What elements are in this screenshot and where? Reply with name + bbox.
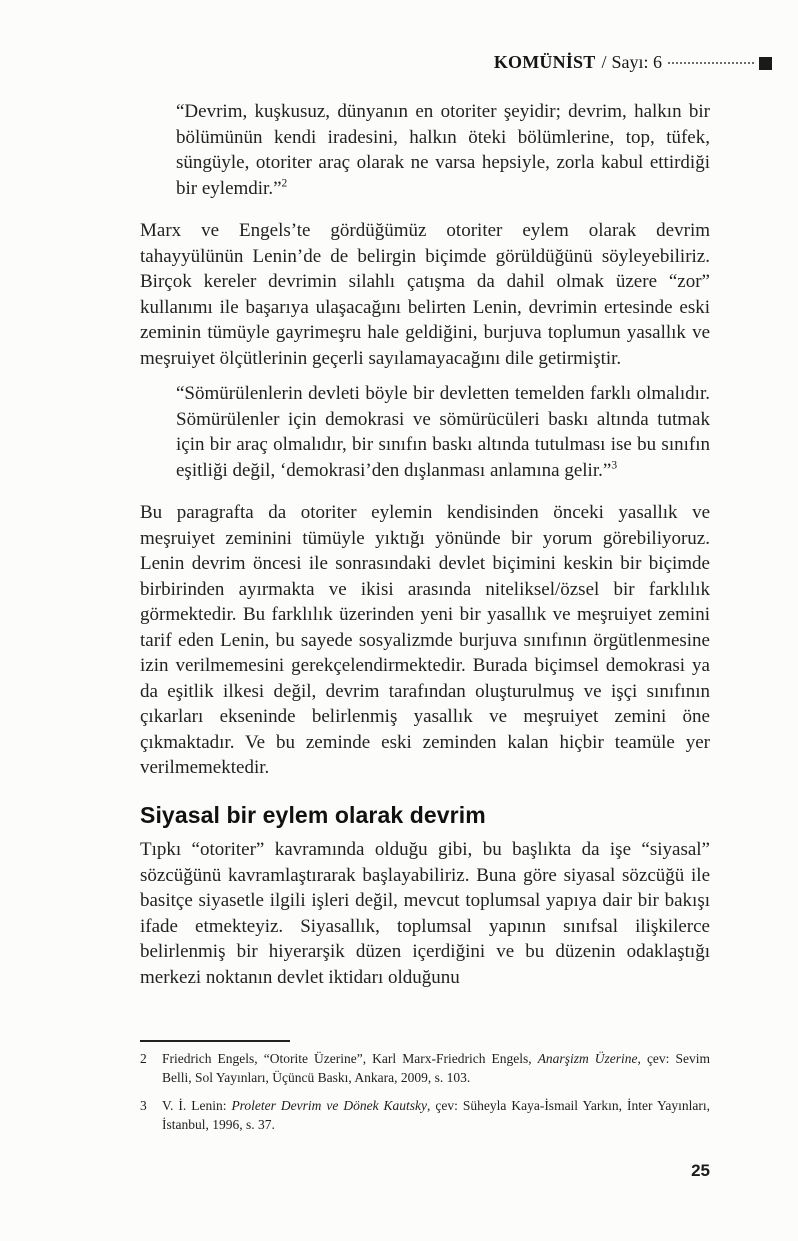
- blockquote-lenin: [176, 381, 710, 483]
- issue-label: Sayı: 6: [611, 52, 662, 72]
- footnote-separator-rule: [140, 1040, 290, 1042]
- footnote-3-seg-1: V. İ. Lenin:: [162, 1098, 232, 1113]
- section-heading: Siyasal bir eylem olarak devrim: [140, 801, 486, 828]
- footnote-2-seg-1: Friedrich Engels, “Otorite Üzerine”, Karl Marx-Friedrich Engels,: [162, 1051, 538, 1066]
- blockquote-engels: [176, 99, 710, 201]
- footnote-3-seg-3: , çev: Süheyla Kaya-İsmail Yarkın, İnter Yayınları, İstanbul, 1996, s. 37.: [162, 1098, 710, 1132]
- running-head: [0, 52, 772, 73]
- paragraph-analysis: Bu paragrafta da otoriter eylemin kendisinden önceki yasallık ve meşruiyet zeminini tümüyle yıktığı yönünde bir yorum görebiliyoruz. Lenin devrim öncesi ile sonrasındaki devlet biçimini keskin bir biçimde birbirinden ayırmakta ve ikisi arasında niteliksel/özsel bir farklılık görmektedir. Bu farklılık üzerinden yeni bir yasallık ve meşruiyet zemini tarif eden Lenin, bu sayede sosyalizmde burjuva sınıfının örgütlenmesine izin verilmemesini gerekçelendirmektedir. Burada biçimsel demokrasi ya da eşitlik ilkesi değil, devrim tarafından oluşturulmuş ve işçi sınıfının çıkarları ekseninde belirlenmiş yasallık ve meşruiyet zemini öne çıkmaktadır. Ve bu zeminde eski zeminden kalan hiçbir teamüle yer verilmemektedir.: [140, 502, 710, 778]
- footnote-ref-3: 3: [611, 459, 618, 472]
- journal-issue-separator: /: [601, 52, 607, 72]
- paragraph-siyasal: Tıpkı “otoriter” kavramında olduğu gibi, bu başlıkta da işe “siyasal” sözcüğünü kavramlaştırarak başlayabiliriz. Buna göre siyasal sözcüğü ile basitçe siyasetle ilgili işleri değil, mevcut toplumsal yapıya dair bir bakışı ifade etmekteyiz. Siyasallık, toplumsal yapının sınıfsal ilişkilerce belirlenmiş bir hiyerarşik düzen içerdiğini ve bu düzenin odaklaştığı merkezi noktanın devlet iktidarı olduğunu: [140, 839, 710, 988]
- footnotes-section: [140, 1040, 710, 1143]
- dotted-leader: [668, 62, 754, 64]
- footnote-ref-2: 2: [281, 177, 288, 190]
- body-text-column: [140, 99, 710, 1004]
- footnote-3-title-italic: Proleter Devrim ve Dönek Kautsky: [231, 1098, 428, 1113]
- header-square-marker-icon: [759, 57, 772, 70]
- footnote-2-seg-3: , çev: Sevim Belli, Sol Yayınları, Üçüncü Baskı, Ankara, 2009, s. 103.: [162, 1051, 710, 1085]
- footnote-3: [140, 1096, 710, 1134]
- paragraph-marx-engels: Marx ve Engels’te gördüğümüz otoriter eylem olarak devrim tahayyülünün Lenin’de de belirgin biçimde görüldüğünü söyleyebiliriz. Birçok kereler devrimin silahlı çatışma da dahil olmak üzere “zor” kullanımı ile başarıya ulaşacağını belirten Lenin, devrimin ertesinde eski zeminin tümüyle gayrimeşru hale geldiğini, burjuva toplumun yasallık ve meşruiyet ölçütlerinin geçerli sayılamayacağını dile getirmiştir.: [140, 220, 710, 369]
- footnote-3-number: 3: [140, 1098, 147, 1113]
- page-number: 25: [691, 1161, 710, 1180]
- footnote-2-number: 2: [140, 1051, 147, 1066]
- journal-title: KOMÜNİST: [493, 52, 596, 72]
- footnote-2: [140, 1049, 710, 1087]
- footnote-2-title-italic: Anarşizm Üzerine: [537, 1051, 638, 1066]
- blockquote-engels-text: “Devrim, kuşkusuz, dünyanın en otoriter şeyidir; devrim, halkın bir bölümünün kendi iradesini, halkın öteki bölümlerine, top, tüfek, süngüyle, otoriter araç olarak ne varsa hepsiyle, zorla kabul ettirdiği bir eylemdir.”: [176, 101, 710, 199]
- footnote-3-text: [162, 1096, 710, 1134]
- footnote-2-text: [162, 1049, 710, 1087]
- blockquote-lenin-text: “Sömürülenlerin devleti böyle bir devletten temelden farklı olmalıdır. Sömürülenler için demokrasi ve sömürücüleri baskı altında tutmak için bir araç olmalıdır, bir sınıfın baskı altında tutulması ise bu sınıfın eşitliği değil, ‘demokrasi’den dışlanması anlamına gelir.”: [176, 383, 710, 481]
